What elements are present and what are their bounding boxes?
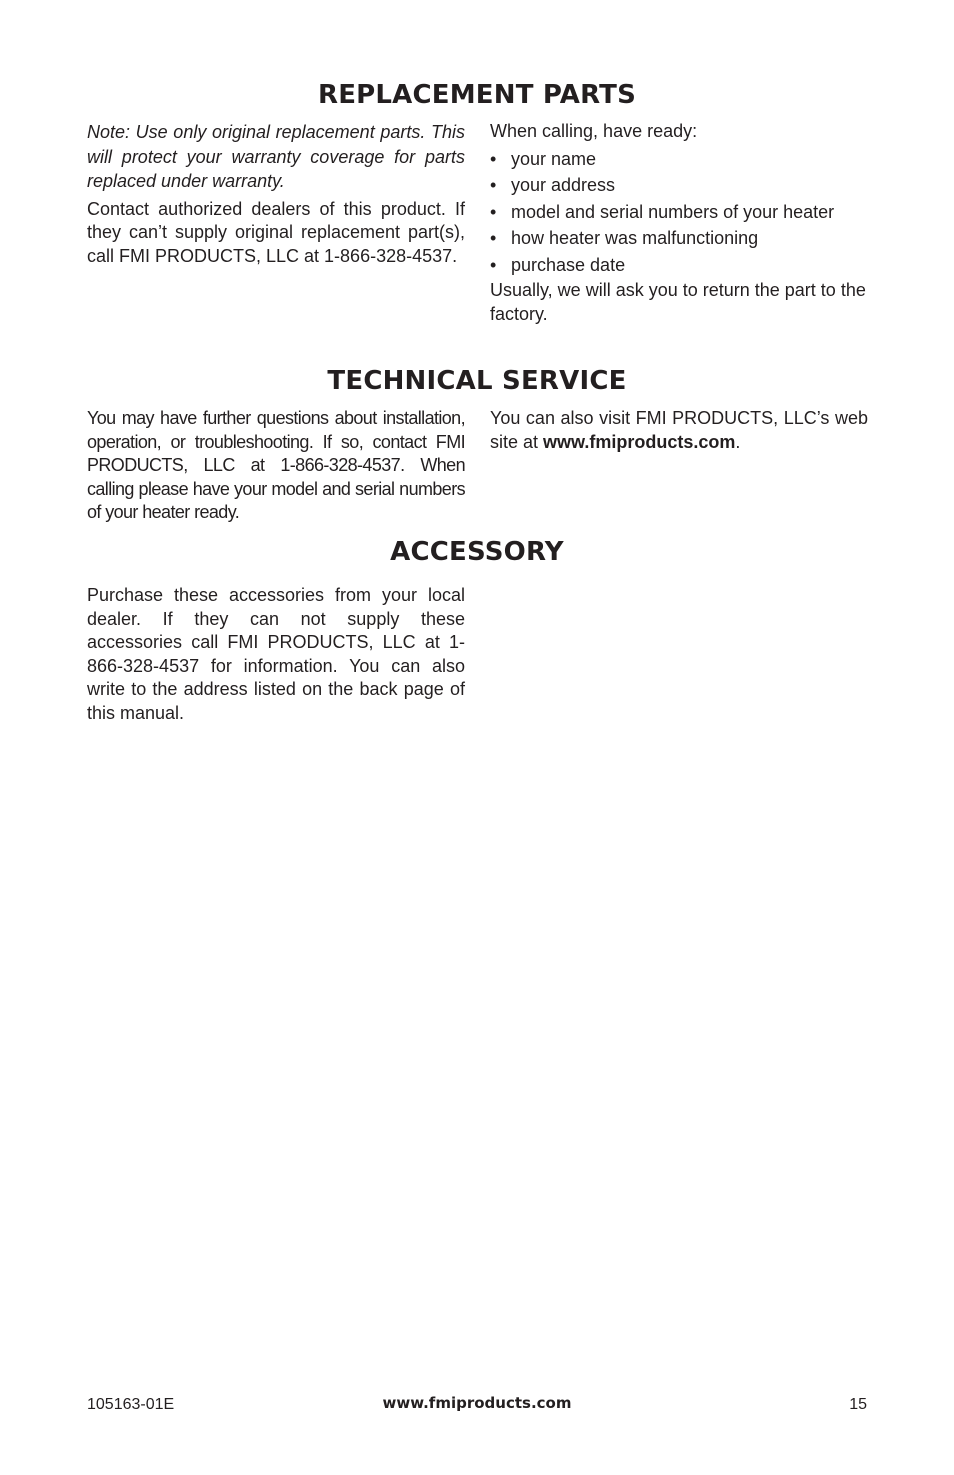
calling-checklist (490, 146, 868, 279)
replacement-parts-right-column (490, 120, 868, 326)
bullet-icon: • (490, 228, 497, 248)
replacement-parts-heading: REPLACEMENT PARTS (317, 80, 637, 110)
replacement-parts-contact: Contact authorized dealers of this product. If they can’t supply original replacement part(s), call FMI PRODUCTS, LLC at 1-866-328-4537. (87, 198, 465, 266)
accessory-heading: ACCESSORY (390, 537, 564, 567)
return-note: Usually, we will ask you to return the part to the factory. (490, 280, 866, 324)
accessory-column (87, 584, 465, 725)
bullet-icon: • (490, 201, 497, 222)
replacement-parts-left-column (87, 120, 465, 268)
replacement-parts-note: Note: Use only original replacement parts. This will protect your warranty coverage for parts replaced under warranty. (87, 122, 465, 191)
list-item: • your address (490, 172, 868, 199)
bullet-icon: • (490, 148, 497, 169)
accessory-text: Purchase these accessories from your local dealer. If they can not supply these accessories call FMI PRODUCTS, LLC at 1-866-328-4537 for information. You can also write to the address listed on the back page of this manual. (87, 585, 465, 723)
technical-service-left-column (87, 407, 465, 525)
technical-service-heading: TECHNICAL SERVICE (327, 366, 627, 396)
list-item: • how heater was malfunctioning (490, 225, 868, 252)
technical-service-right-column (490, 407, 868, 454)
footer-website[interactable]: www.fmiproducts.com (382, 1394, 572, 1412)
technical-service-text: You may have further questions about installation, operation, or troubleshooting. If so, contact FMI PRODUCTS, LLC at 1-866-328-4537. When calling please have your model and serial numbers of your heater ready. (87, 408, 465, 522)
list-item: • model and serial numbers of your heater (490, 199, 868, 226)
doc-number: 105163-01E (87, 1396, 175, 1413)
list-item: • purchase date (490, 252, 868, 279)
website-paragraph: You can also visit FMI PRODUCTS, LLC’s web site at www.fmiproducts.com. (490, 408, 868, 452)
bullet-icon: • (490, 254, 497, 275)
page-number: 15 (849, 1396, 867, 1413)
website-link[interactable]: www.fmiproducts.com (543, 431, 736, 452)
bullet-icon: • (490, 175, 497, 195)
calling-intro: When calling, have ready: (490, 121, 698, 141)
list-item: • your name (490, 146, 868, 173)
